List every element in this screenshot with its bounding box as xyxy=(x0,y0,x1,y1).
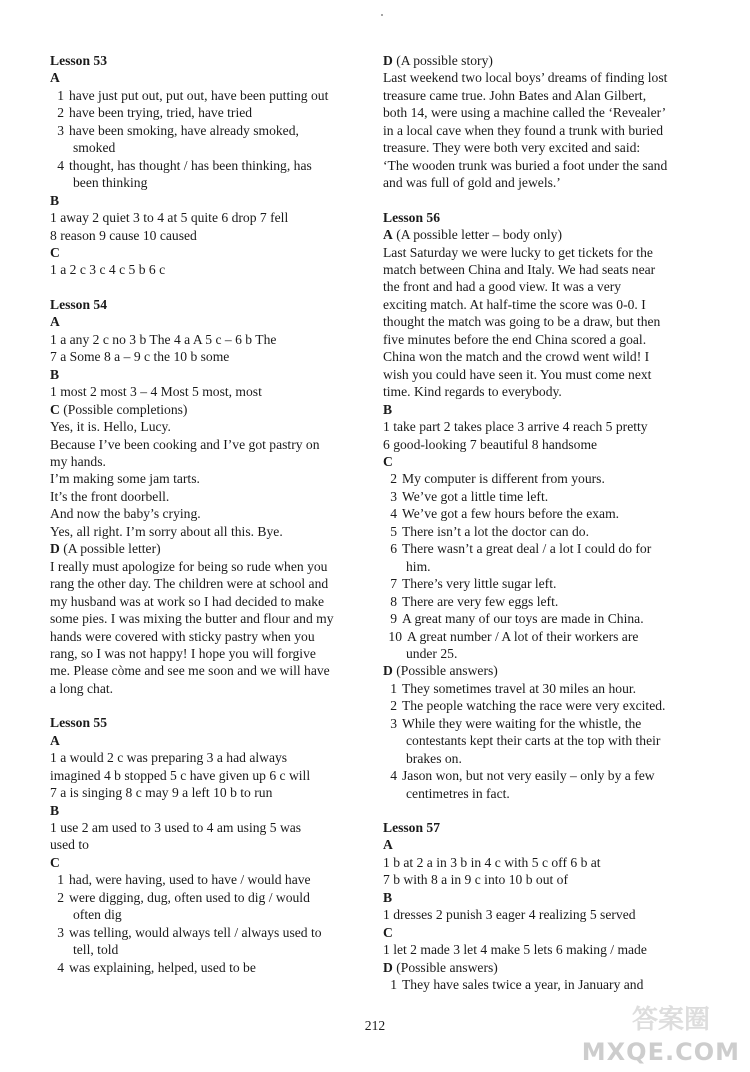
exercise-letter: A xyxy=(50,70,60,86)
exercise-label xyxy=(383,453,708,470)
answer-text: It’s the front doorbell. xyxy=(50,488,170,504)
exercise-note: (A possible letter) xyxy=(59,541,161,557)
exercise-letter: B xyxy=(50,802,60,818)
answer-text: China won the match and the crowd went wild! I xyxy=(383,349,650,365)
exercise-label xyxy=(50,69,368,86)
answer-text: my hands. xyxy=(50,453,106,469)
item-number: 3 xyxy=(390,488,397,504)
answer-item xyxy=(383,628,708,645)
exercise-label xyxy=(383,959,708,976)
item-text: The people watching the race were very excited. xyxy=(402,698,666,714)
answer-text: used to xyxy=(50,837,89,853)
answer-item xyxy=(50,157,368,174)
answer-item xyxy=(383,505,708,522)
item-text: have just put out, put out, have been putting out xyxy=(69,87,329,103)
answer-item xyxy=(383,593,708,610)
answer-item xyxy=(50,122,368,139)
answer-text: 8 reason 9 cause 10 caused xyxy=(50,227,197,243)
answer-continuation: been thinking xyxy=(73,175,148,191)
exercise-label xyxy=(50,802,368,819)
item-number: 6 xyxy=(390,541,397,557)
section-gap xyxy=(50,279,368,296)
answer-text: rang the other day. The children were at school and xyxy=(50,576,329,592)
item-number: 4 xyxy=(390,768,397,784)
exercise-label xyxy=(383,401,708,418)
item-number: 5 xyxy=(390,523,397,539)
item-number: 9 xyxy=(390,611,397,627)
item-text: There isn’t a lot the doctor can do. xyxy=(402,523,589,539)
answer-text: some pies. I was mixing the butter and flour and my xyxy=(50,611,334,627)
answer-text: I really must apologize for being so rude when you xyxy=(50,558,328,574)
answer-text: five minutes before the end China scored a goal. xyxy=(383,331,647,347)
item-number: 3 xyxy=(57,122,64,138)
lesson-heading: Lesson 54 xyxy=(50,296,108,312)
answer-text: 1 dresses 2 punish 3 eager 4 realizing 5 served xyxy=(383,907,636,923)
answer-text: 1 take part 2 takes place 3 arrive 4 reach 5 pretty xyxy=(383,419,648,435)
answer-text: 1 away 2 quiet 3 to 4 at 5 quite 6 drop 7 fell xyxy=(50,210,289,226)
exercise-label xyxy=(383,52,708,69)
exercise-label xyxy=(50,401,368,418)
answer-text: thought the match was going to be a draw, but then xyxy=(383,314,661,330)
answer-text: both 14, were using a machine called the ‘Revealer’ xyxy=(383,105,667,121)
answer-item xyxy=(383,488,708,505)
section-gap xyxy=(383,192,708,209)
item-text: They sometimes travel at 30 miles an hour. xyxy=(402,680,637,696)
exercise-letter: A xyxy=(50,314,60,330)
exercise-note: (Possible answers) xyxy=(392,663,498,679)
answer-item xyxy=(50,889,368,906)
item-text: They have sales twice a year, in January and xyxy=(402,977,644,993)
answer-continuation: under 25. xyxy=(406,645,458,661)
answer-text: 1 use 2 am used to 3 used to 4 am using 5 was xyxy=(50,820,302,836)
item-number: 2 xyxy=(390,471,397,487)
item-number: 4 xyxy=(57,959,64,975)
item-text: There’s very little sugar left. xyxy=(402,576,557,592)
answer-text: me. Please còme and see me soon and we will have xyxy=(50,663,330,679)
exercise-letter: C xyxy=(50,854,60,870)
exercise-label xyxy=(50,244,368,261)
item-number: 2 xyxy=(57,889,64,905)
item-text: There wasn’t a great deal / a lot I could do for xyxy=(402,541,652,557)
exercise-label xyxy=(50,540,368,557)
answer-text: and was full of gold and jewels.’ xyxy=(383,175,561,191)
lesson-heading: Lesson 55 xyxy=(50,715,108,731)
item-number: 2 xyxy=(57,105,64,121)
answer-text: 1 a 2 c 3 c 4 c 5 b 6 c xyxy=(50,262,166,278)
answer-continuation: him. xyxy=(406,558,431,574)
exercise-label xyxy=(383,836,708,853)
answer-text: the front and had a good view. It was a very xyxy=(383,279,622,295)
answer-item xyxy=(50,871,368,888)
answer-item xyxy=(383,976,708,993)
exercise-note: (Possible completions) xyxy=(59,401,188,417)
exercise-letter: B xyxy=(50,192,60,208)
item-text: While they were waiting for the whistle, the xyxy=(402,715,642,731)
right-column xyxy=(383,52,708,994)
item-text: were digging, dug, often used to dig / would xyxy=(69,889,310,905)
item-number: 3 xyxy=(390,715,397,731)
answer-item xyxy=(383,523,708,540)
lesson-heading: Lesson 56 xyxy=(383,209,441,225)
answer-continuation: centimetres in fact. xyxy=(406,785,510,801)
item-text: We’ve got a few hours before the exam. xyxy=(402,506,620,522)
item-text: was telling, would always tell / always used to xyxy=(69,924,322,940)
answer-item xyxy=(383,697,708,714)
answer-text: 1 a any 2 c no 3 b The 4 a A 5 c – 6 b The xyxy=(50,331,277,347)
exercise-label xyxy=(50,192,368,209)
exercise-letter: C xyxy=(383,924,393,940)
item-number: 4 xyxy=(57,157,64,173)
section-gap xyxy=(50,697,368,714)
item-text: was explaining, helped, used to be xyxy=(69,959,256,975)
exercise-letter: C xyxy=(50,244,60,260)
answer-text: match between China and Italy. We had seats near xyxy=(383,261,656,277)
exercise-letter: D xyxy=(50,541,60,557)
item-text: A great number / A lot of their workers are xyxy=(407,628,639,644)
answer-text: 7 a is singing 8 c may 9 a left 10 b to run xyxy=(50,785,273,801)
answer-text: rang, so I was not happy! I hope you will forgive xyxy=(50,645,316,661)
answer-item xyxy=(383,680,708,697)
top-mark xyxy=(381,14,383,16)
exercise-label xyxy=(50,854,368,871)
item-text: have been trying, tried, have tried xyxy=(69,105,253,121)
exercise-letter: B xyxy=(383,401,393,417)
exercise-letter: C xyxy=(50,401,60,417)
answer-continuation: brakes on. xyxy=(406,750,462,766)
item-number: 2 xyxy=(390,698,397,714)
answer-text: ‘The wooden trunk was buried a foot under the sand xyxy=(383,157,668,173)
answer-text: Last Saturday we were lucky to get tickets for the xyxy=(383,244,653,260)
exercise-letter: D xyxy=(383,663,393,679)
answer-text: 1 a would 2 c was preparing 3 a had always xyxy=(50,750,288,766)
item-number: 1 xyxy=(390,680,397,696)
answer-item xyxy=(383,767,708,784)
answer-text: hands were covered with sticky pastry when you xyxy=(50,628,315,644)
exercise-letter: A xyxy=(383,837,393,853)
watermark-url: MXQE.COM xyxy=(581,1038,740,1066)
exercise-note: (A possible story) xyxy=(392,53,493,68)
answer-text: 1 let 2 made 3 let 4 make 5 lets 6 making / made xyxy=(383,942,647,958)
exercise-letter: D xyxy=(383,959,393,975)
answer-item xyxy=(50,104,368,121)
answer-item xyxy=(50,959,368,976)
answer-text: Yes, it is. Hello, Lucy. xyxy=(50,419,171,435)
page-number: 212 xyxy=(364,1018,386,1033)
exercise-label xyxy=(383,662,708,679)
answer-continuation: smoked xyxy=(73,140,116,156)
answer-text: 1 b at 2 a in 3 b in 4 c with 5 c off 6 b at xyxy=(383,854,601,870)
exercise-letter: C xyxy=(383,453,393,469)
answer-text: time. Kind regards to everybody. xyxy=(383,384,562,400)
answer-text: 7 b with 8 a in 9 c into 10 b out of xyxy=(383,872,569,888)
item-text: My computer is different from yours. xyxy=(402,471,605,487)
answer-text: exciting match. At half-time the score was 0-0. I xyxy=(383,296,646,312)
exercise-note: (A possible letter – body only) xyxy=(392,227,562,243)
answer-item xyxy=(383,575,708,592)
answer-text: a long chat. xyxy=(50,680,114,696)
item-number: 10 xyxy=(388,628,402,644)
answer-text: my husband was at work so I had decided to make xyxy=(50,593,325,609)
exercise-label xyxy=(383,924,708,941)
item-text: had, were having, used to have / would have xyxy=(69,872,311,888)
watermark-logo-text: 答案圈 xyxy=(631,1005,710,1035)
item-number: 4 xyxy=(390,506,397,522)
answer-item xyxy=(50,87,368,104)
answer-item xyxy=(383,610,708,627)
item-text: Jason won, but not very easily – only by a few xyxy=(402,768,655,784)
exercise-letter: D xyxy=(383,53,393,68)
exercise-letter: B xyxy=(383,889,393,905)
answer-text: 1 most 2 most 3 – 4 Most 5 most, most xyxy=(50,384,262,400)
item-text: A great many of our toys are made in China. xyxy=(402,611,644,627)
answer-continuation: tell, told xyxy=(73,942,119,958)
answer-continuation: contestants kept their carts at the top with their xyxy=(406,733,661,749)
answer-text: Yes, all right. I’m sorry about all this. Bye. xyxy=(50,523,283,539)
item-number: 1 xyxy=(57,87,64,103)
answer-text: treasure. They were both very excited and said: xyxy=(383,140,641,156)
item-text: We’ve got a little time left. xyxy=(402,488,549,504)
exercise-label xyxy=(50,313,368,330)
item-number: 3 xyxy=(57,924,64,940)
item-text: have been smoking, have already smoked, xyxy=(69,122,299,138)
exercise-letter: B xyxy=(50,366,60,382)
exercise-label xyxy=(50,732,368,749)
answer-item xyxy=(383,540,708,557)
item-number: 8 xyxy=(390,593,397,609)
answer-text: Because I’ve been cooking and I’ve got pastry on xyxy=(50,436,320,452)
answer-item xyxy=(50,924,368,941)
answer-text: in a local cave when they found a trunk with buried xyxy=(383,122,664,138)
lesson-heading: Lesson 53 xyxy=(50,53,108,68)
exercise-letter: A xyxy=(383,227,393,243)
answer-continuation: often dig xyxy=(73,907,122,923)
exercise-label xyxy=(383,889,708,906)
item-text: thought, has thought / has been thinking, has xyxy=(69,157,312,173)
answer-text: imagined 4 b stopped 5 c have given up 6 c will xyxy=(50,767,311,783)
answer-text: I’m making some jam tarts. xyxy=(50,471,200,487)
answer-text: And now the baby’s crying. xyxy=(50,506,201,522)
answer-item xyxy=(383,715,708,732)
item-number: 1 xyxy=(390,977,397,993)
item-number: 1 xyxy=(57,872,64,888)
exercise-note: (Possible answers) xyxy=(392,959,498,975)
item-text: There are very few eggs left. xyxy=(402,593,559,609)
answer-text: wish you could have seen it. You must come next xyxy=(383,366,652,382)
answer-text: treasure came true. John Bates and Alan Gilbert, xyxy=(383,87,647,103)
lesson-heading: Lesson 57 xyxy=(383,820,441,836)
exercise-label xyxy=(50,366,368,383)
answer-item xyxy=(383,470,708,487)
section-gap xyxy=(383,802,708,819)
left-column xyxy=(50,52,368,976)
answer-text: Last weekend two local boys’ dreams of finding lost xyxy=(383,70,668,86)
answer-text: 6 good-looking 7 beautiful 8 handsome xyxy=(383,436,598,452)
answer-text: 7 a Some 8 a – 9 c the 10 b some xyxy=(50,349,230,365)
exercise-letter: A xyxy=(50,732,60,748)
exercise-label xyxy=(383,226,708,243)
item-number: 7 xyxy=(390,576,397,592)
